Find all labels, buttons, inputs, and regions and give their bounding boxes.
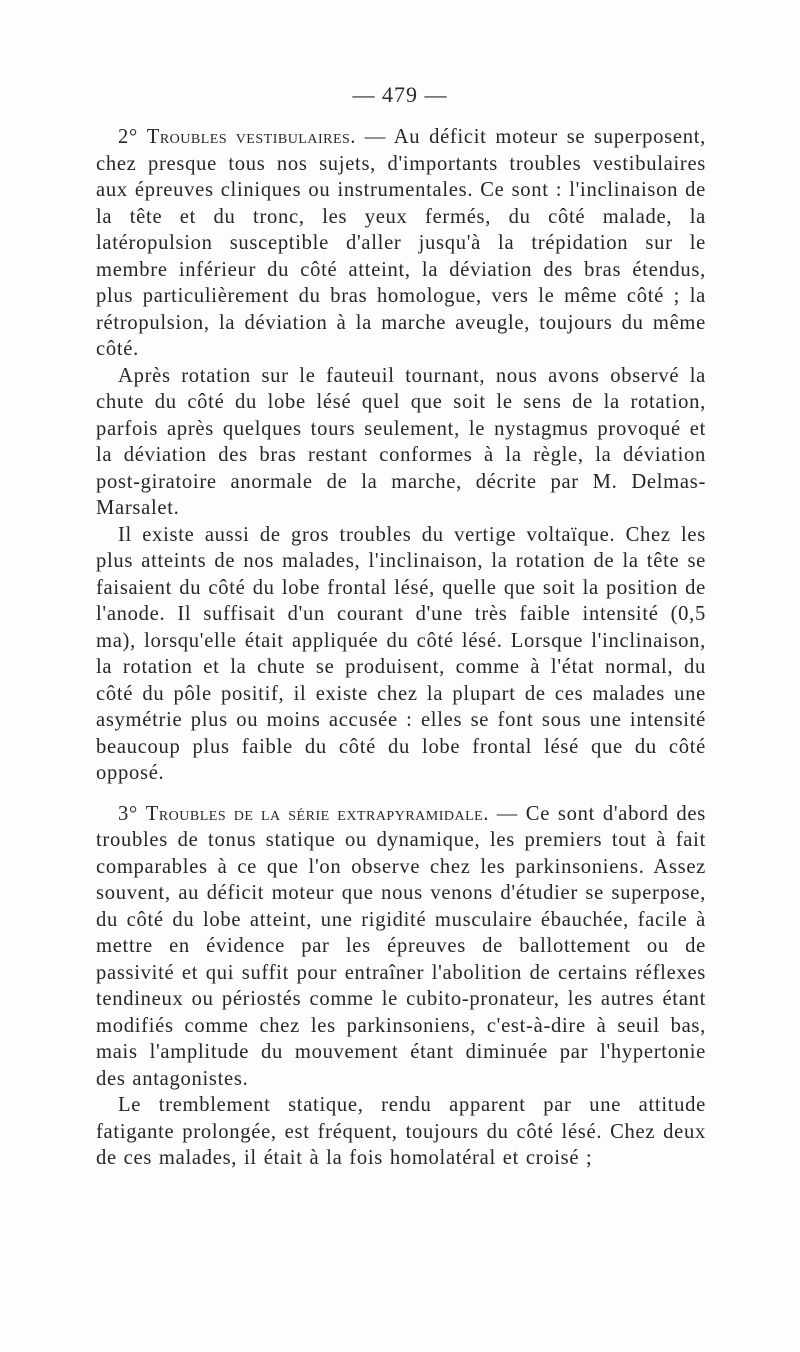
- body-text: [96, 124, 706, 1172]
- page-number: — 479 —: [352, 82, 448, 107]
- section-3-paragraph-1: [96, 801, 706, 1093]
- section-2-paragraph-1: [96, 124, 706, 363]
- section-2-paragraph-2: Après rotation sur le fauteuil tournant, nous avons observé la chute du côté du lobe lésé quel que soit le sens de la rotation, parfois après quelques tours seulement, le nystagmus provoqué et la déviation des bras restant conformes à la règle, la déviation post-giratoire anormale de la marche, décrite par M. Delmas-Marsalet.: [96, 364, 706, 519]
- section-3-number: 3°: [118, 802, 138, 825]
- section-3-heading: Troubles de la série extrapyramidale.: [145, 802, 489, 825]
- section-3-text-1: — Ce sont d'abord des troubles de tonus statique ou dynamique, les premiers tout à fait comparables à ce que l'on observe chez les parkinsoniens. Assez souvent, au déficit moteur que nous venons d'étudier se superpose, du côté du lobe atteint, une rigidité musculaire ébauchée, facile à mettre en évidence par les épreuves de ballottement ou de passivité et qui suffit pour entraîner l'abolition de certains réflexes tendineux ou périostés comme le cubito-pronateur, les autres étant modifiés comme chez les parkinsoniens, c'est-à-dire à seuil bas, mais l'amplitude du mouvement étant diminuée par l'hypertonie des antagonistes.: [96, 802, 706, 1090]
- section-2-number: 2°: [118, 126, 138, 148]
- section-2-heading: Troubles vestibulaires.: [146, 126, 356, 148]
- section-2-paragraph-3: Il existe aussi de gros troubles du vertige voltaïque. Chez les plus atteints de nos malades, l'inclinaison, la rotation de la tête se faisaient du côté du lobe frontal lésé, quelle que soit la position de l'anode. Il suffisait d'un courant d'une très faible intensité (0,5 ma), lorsqu'elle était appliquée du côté lésé. Lorsque l'inclinaison, la rotation et la chute se produisent, comme à l'état normal, du côté du pôle positif, il existe chez la plupart de ces malades une asymétrie plus ou moins accusée : elles se font sous une intensité beaucoup plus faible du côté du lobe frontal lésé que du côté opposé.: [96, 523, 706, 784]
- section-2-text-1: — Au déficit moteur se superposent, chez presque tous nos sujets, d'importants troubles vestibulaires aux épreuves cliniques ou instrumentales. Ce sont : l'inclinaison de la tête et du tronc, les yeux fermés, du côté malade, la latéropulsion susceptible d'aller jusqu'à la trépidation sur le membre inférieur du côté atteint, la déviation des bras étendus, plus particulièrement du bras homologue, vers le même côté ; la rétropulsion, la déviation à la marche aveugle, toujours du même côté.: [96, 126, 706, 360]
- section-3-paragraph-2: Le tremblement statique, rendu apparent par une attitude fatigante prolongée, est fréquent, toujours du côté lésé. Chez deux de ces malades, il était à la fois homolatéral et croisé ;: [96, 1094, 706, 1169]
